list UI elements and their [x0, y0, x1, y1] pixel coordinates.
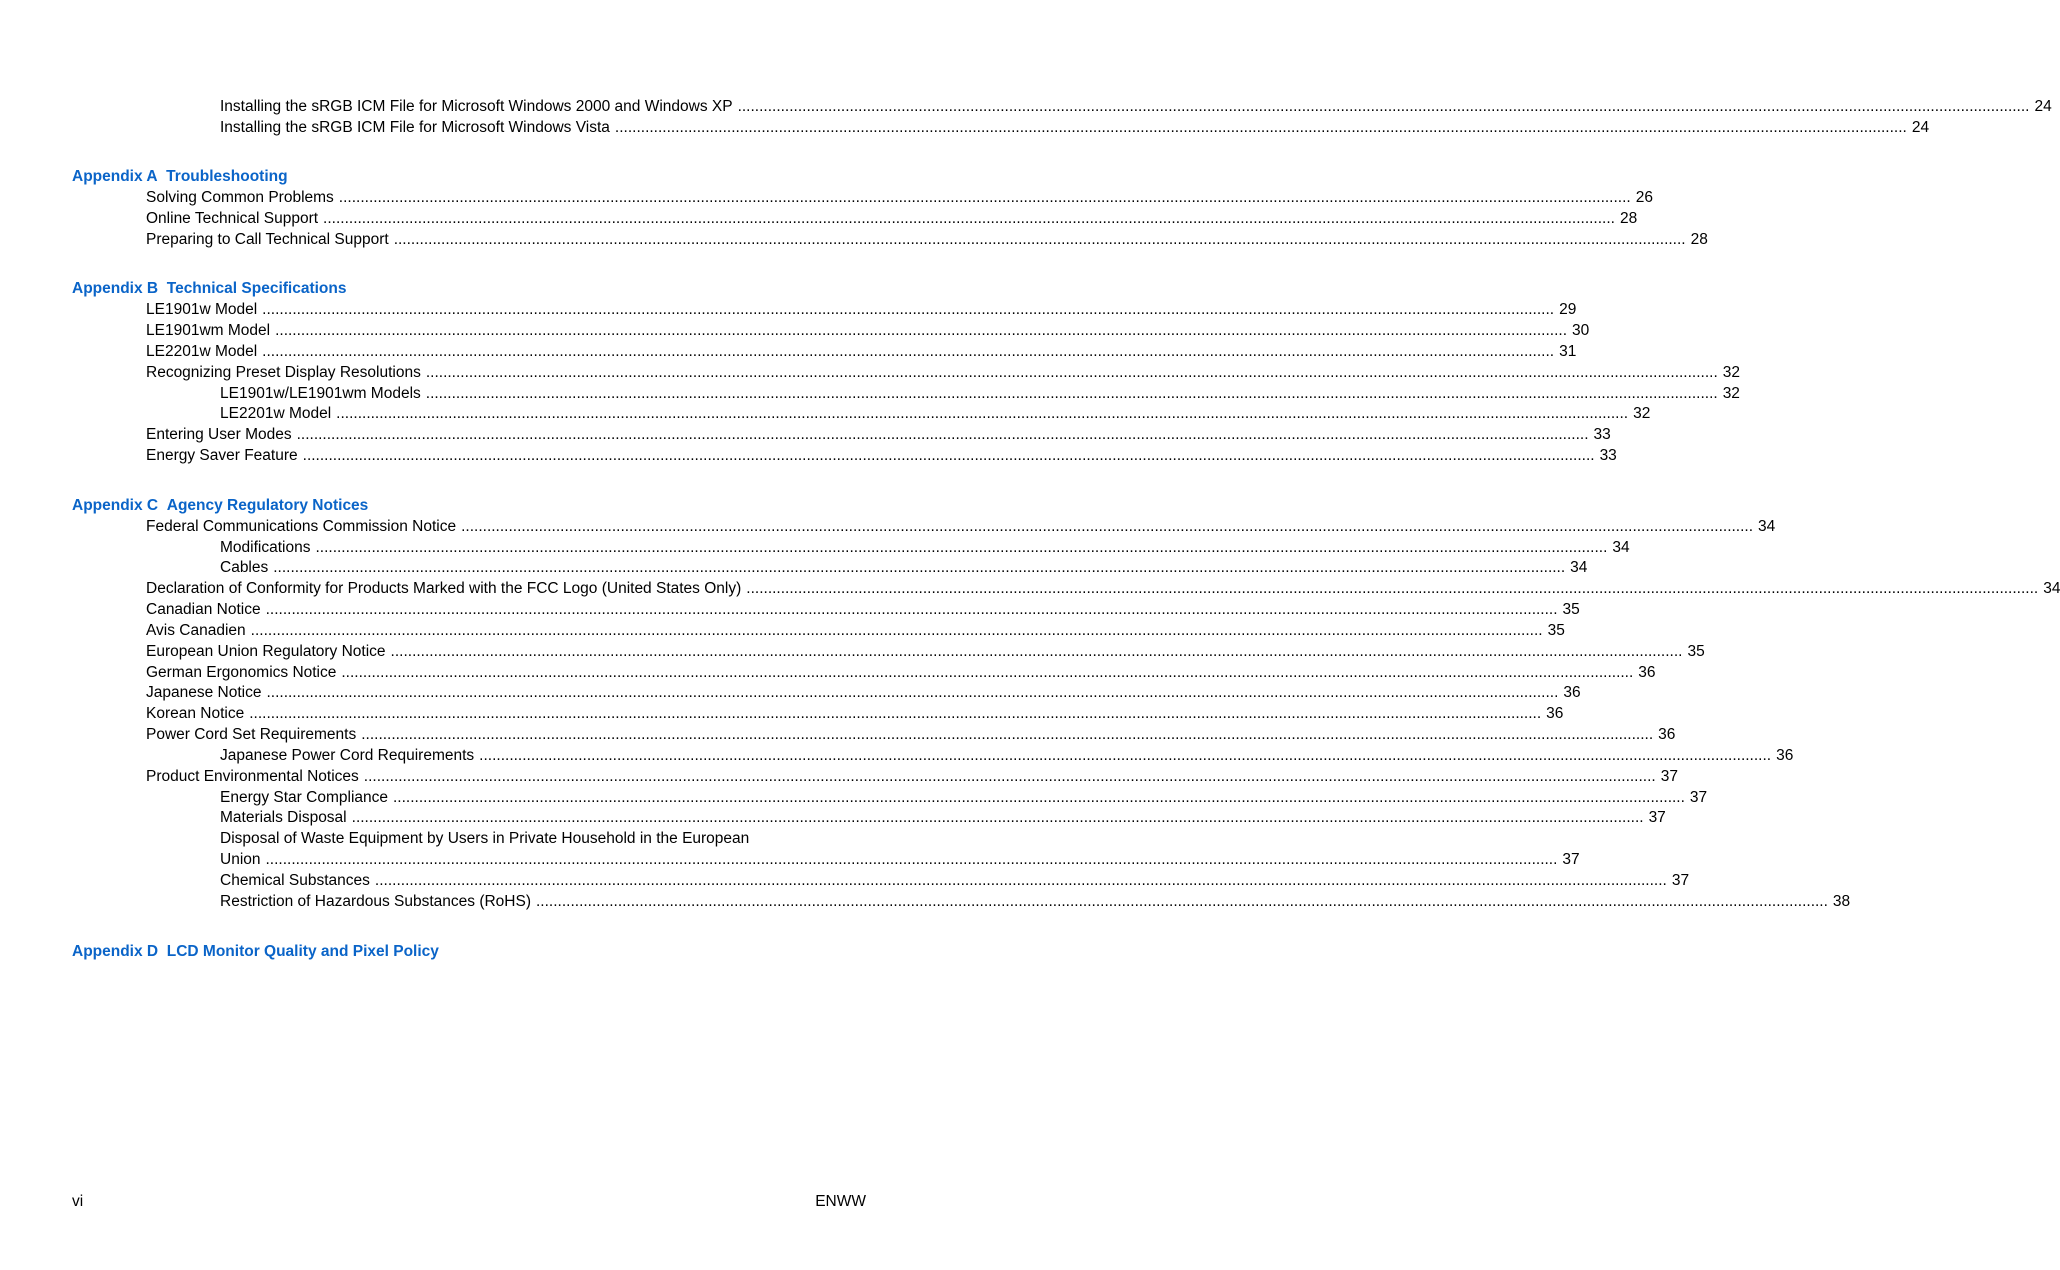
toc-entry[interactable]: Canadian Notice ............................................................................................................................................................................................................................................................................................................ 35 [146, 601, 1580, 618]
appendix-d-heading[interactable]: Appendix D LCD Monitor Quality and Pixel Policy [72, 943, 439, 960]
dot-leader: ............................................................................................................................................................................................................................................................................................................ [275, 322, 1567, 339]
toc-entry[interactable]: LE1901w/LE1901wm Models ............................................................................................................................................................................................................................................................................................................ 32 [220, 385, 1740, 402]
dot-leader: ............................................................................................................................................................................................................................................................................................................ [341, 664, 1634, 681]
dot-leader: ............................................................................................................................................................................................................................................................................................................ [302, 447, 1595, 464]
dot-leader: ............................................................................................................................................................................................................................................................................................................ [479, 747, 1772, 764]
toc-entry[interactable]: LE2201w Model ............................................................................................................................................................................................................................................................................................................ 31 [146, 343, 1577, 360]
dot-leader: ............................................................................................................................................................................................................................................................................................................ [266, 684, 1559, 701]
toc-entry[interactable]: Japanese Power Cord Requirements ............................................................................................................................................................................................................................................................................................................ 36 [220, 747, 1794, 764]
dot-leader: ............................................................................................................................................................................................................................................................................................................ [315, 539, 1608, 556]
toc-entry[interactable]: Online Technical Support ............................................................................................................................................................................................................................................................................................................ 28 [146, 210, 1638, 227]
toc-entry[interactable]: Modifications ............................................................................................................................................................................................................................................................................................................ 34 [220, 539, 1630, 556]
dot-leader: ............................................................................................................................................................................................................................................................................................................ [363, 768, 1656, 785]
toc-entry[interactable]: Energy Saver Feature ............................................................................................................................................................................................................................................................................................................ 33 [146, 447, 1617, 464]
dot-leader: ............................................................................................................................................................................................................................................................................................................ [249, 705, 1542, 722]
dot-leader: ............................................................................................................................................................................................................................................................................................................ [614, 119, 1907, 136]
toc-entry[interactable]: LE1901wm Model ............................................................................................................................................................................................................................................................................................................ 30 [146, 322, 1590, 339]
toc-entry[interactable]: Power Cord Set Requirements ............................................................................................................................................................................................................................................................................................................ 36 [146, 726, 1676, 743]
toc-entry[interactable]: Installing the sRGB ICM File for Microsoft Windows Vista ............................................................................................................................................................................................................................................................................................................ 24 [220, 119, 1930, 136]
dot-leader: ............................................................................................................................................................................................................................................................................................................ [393, 789, 1685, 806]
toc-entry[interactable]: Product Environmental Notices ............................................................................................................................................................................................................................................................................................................ 37 [146, 768, 1678, 785]
dot-leader: ............................................................................................................................................................................................................................................................................................................ [374, 872, 1667, 889]
footer-page-number: vi [72, 1193, 84, 1210]
toc-entry[interactable]: Restriction of Hazardous Substances (RoHS) ............................................................................................................................................................................................................................................................................................................ 38 [220, 893, 1851, 910]
dot-leader: ............................................................................................................................................................................................................................................................................................................ [393, 231, 1686, 248]
toc-entry[interactable]: Recognizing Preset Display Resolutions ............................................................................................................................................................................................................................................................................................................ 32 [146, 364, 1741, 381]
dot-leader: ............................................................................................................................................................................................................................................................................................................ [390, 643, 1683, 660]
toc-entry[interactable]: Japanese Notice ............................................................................................................................................................................................................................................................................................................ 36 [146, 684, 1581, 701]
dot-leader: ............................................................................................................................................................................................................................................................................................................ [425, 364, 1718, 381]
toc-entry[interactable]: LE1901w Model ............................................................................................................................................................................................................................................................................................................ 29 [146, 301, 1577, 318]
toc-entry[interactable]: Union ............................................................................................................................................................................................................................................................................................................ 37 [220, 851, 1580, 868]
toc-entry[interactable]: European Union Regulatory Notice ............................................................................................................................................................................................................................................................................................................ 35 [146, 643, 1705, 660]
toc-entry[interactable]: Federal Communications Commission Notice ............................................................................................................................................................................................................................................................................................................ 34 [146, 518, 1776, 535]
dot-leader: ............................................................................................................................................................................................................................................................................................................ [425, 385, 1718, 402]
toc-entry[interactable]: Energy Star Compliance ............................................................................................................................................................................................................................................................................................................ 37 [220, 789, 1708, 806]
toc-entry[interactable]: Solving Common Problems ............................................................................................................................................................................................................................................................................................................ 26 [146, 189, 1653, 206]
dot-leader: ............................................................................................................................................................................................................................................................................................................ [265, 601, 1558, 618]
appendix-c-heading[interactable]: Appendix C Agency Regulatory Notices [72, 497, 369, 514]
toc-entry[interactable]: Materials Disposal ............................................................................................................................................................................................................................................................................................................ 37 [220, 809, 1666, 826]
toc-entry-first-line[interactable]: Disposal of Waste Equipment by Users in Private Household in the European [220, 830, 750, 847]
toc-entry[interactable]: Chemical Substances ............................................................................................................................................................................................................................................................................................................ 37 [220, 872, 1690, 889]
dot-leader: ............................................................................................................................................................................................................................................................................................................ [262, 301, 1555, 318]
toc-entry[interactable]: Cables ............................................................................................................................................................................................................................................................................................................ 34 [220, 559, 1588, 576]
toc-entry[interactable]: LE2201w Model ............................................................................................................................................................................................................................................................................................................ 32 [220, 405, 1651, 422]
footer-doc-code: ENWW [815, 1193, 866, 1210]
appendix-a-heading[interactable]: Appendix A Troubleshooting [72, 168, 288, 185]
dot-leader: ............................................................................................................................................................................................................................................................................................................ [323, 210, 1615, 227]
dot-leader: ............................................................................................................................................................................................................................................................................................................ [273, 559, 1566, 576]
toc-entry[interactable]: Entering User Modes ............................................................................................................................................................................................................................................................................................................ 33 [146, 426, 1611, 443]
dot-leader: ............................................................................................................................................................................................................................................................................................................ [361, 726, 1654, 743]
dot-leader: ............................................................................................................................................................................................................................................................................................................ [250, 622, 1543, 639]
dot-leader: ............................................................................................................................................................................................................................................................................................................ [746, 580, 2039, 597]
toc-entry[interactable]: Preparing to Call Technical Support ............................................................................................................................................................................................................................................................................................................ 28 [146, 231, 1708, 248]
dot-leader: ............................................................................................................................................................................................................................................................................................................ [262, 343, 1555, 360]
toc-entry[interactable]: Installing the sRGB ICM File for Microsoft Windows 2000 and Windows XP ............................................................................................................................................................................................................................................................................................................ 24 [220, 98, 2052, 115]
dot-leader: ............................................................................................................................................................................................................................................................................................................ [351, 809, 1644, 826]
dot-leader: ............................................................................................................................................................................................................................................................................................................ [336, 405, 1629, 422]
dot-leader: ............................................................................................................................................................................................................................................................................................................ [737, 98, 2030, 115]
dot-leader: ............................................................................................................................................................................................................................................................................................................ [338, 189, 1631, 206]
appendix-b-heading[interactable]: Appendix B Technical Specifications [72, 280, 347, 297]
dot-leader: ............................................................................................................................................................................................................................................................................................................ [461, 518, 1754, 535]
toc-entry[interactable]: Korean Notice ............................................................................................................................................................................................................................................................................................................ 36 [146, 705, 1564, 722]
toc-entry[interactable]: German Ergonomics Notice ............................................................................................................................................................................................................................................................................................................ 36 [146, 664, 1656, 681]
dot-leader: ............................................................................................................................................................................................................................................................................................................ [296, 426, 1589, 443]
toc-entry[interactable]: Declaration of Conformity for Products Marked with the FCC Logo (United States Only) ............................................................................................................................................................................................................................................................................................................ 34 [146, 580, 2060, 597]
dot-leader: ............................................................................................................................................................................................................................................................................................................ [265, 851, 1558, 868]
toc-entry[interactable]: Avis Canadien ............................................................................................................................................................................................................................................................................................................ 35 [146, 622, 1565, 639]
dot-leader: ............................................................................................................................................................................................................................................................................................................ [536, 893, 1828, 910]
